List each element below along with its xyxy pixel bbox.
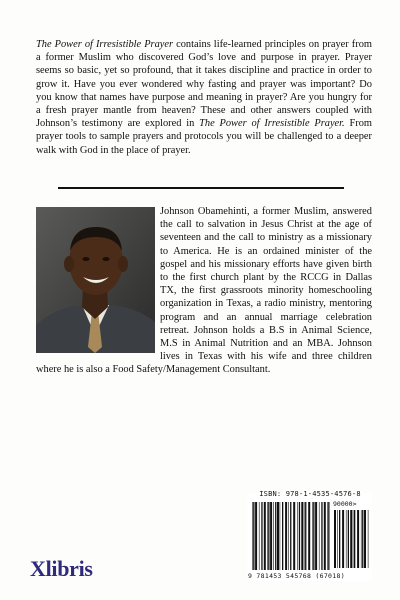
barcode-bar <box>259 502 260 570</box>
barcode-bar <box>313 502 314 570</box>
barcode-bar <box>346 510 347 568</box>
addon-number: 90000> <box>333 500 357 508</box>
barcode-bar <box>270 502 272 570</box>
barcode-bar <box>304 502 305 570</box>
barcode-bar <box>275 502 276 570</box>
barcode-image <box>252 502 330 570</box>
barcode-bar <box>328 502 329 570</box>
barcode-bar <box>285 502 287 570</box>
barcode-digits: 9 781453 545768 (67018) <box>248 572 345 580</box>
barcode-bar <box>354 510 355 568</box>
barcode-bar <box>324 502 326 570</box>
barcode-bar <box>301 502 303 570</box>
barcode-bar <box>261 502 262 570</box>
barcode-bar <box>312 502 313 570</box>
barcode-bar <box>350 510 352 568</box>
isbn-label: ISBN: 978-1-4535-4576-8 <box>259 490 361 498</box>
barcode-bar <box>353 510 354 568</box>
barcode-bar <box>348 510 349 568</box>
barcode-bar <box>282 502 283 570</box>
barcode-bar <box>334 510 336 568</box>
barcode-bar <box>319 502 320 570</box>
barcode-bar <box>357 510 359 568</box>
barcode-bar <box>299 502 300 570</box>
blurb-text-2: From prayer tools to sample prayers and protocols you will be challenged to a deeper walk with God in the place of prayer. <box>36 118 372 156</box>
barcode-bar <box>297 502 298 570</box>
barcode-bar <box>264 502 266 570</box>
barcode-bar <box>267 502 268 570</box>
barcode-bar <box>280 502 281 570</box>
barcode-bar <box>273 502 274 570</box>
barcode-bar <box>339 510 340 568</box>
blurb-text-1: contains life-learned principles on prayer from a former Muslim who discovered God’s love and purpose in prayer. Prayer seems so basic, yet so profound, that it takes discipline and practice in order to grow it. Have you ever wondered why fasting and prayer was important? Do you know that names have purpose and meaning in prayer? Are you hungry for a fresh prayer mantle from heaven? These and other answers coupled with Johnson’s testimony are explored in <box>36 39 372 130</box>
author-portrait-image <box>36 207 155 353</box>
barcode-bar <box>268 502 269 570</box>
publisher-logo: Xlibris <box>30 556 93 581</box>
barcode-bar <box>315 502 317 570</box>
barcode-bar <box>305 502 306 570</box>
barcode-bar <box>337 510 338 568</box>
barcode-bar <box>362 510 363 568</box>
barcode-bar <box>293 502 295 570</box>
barcode-bar <box>342 510 344 568</box>
barcode-bar <box>327 502 328 570</box>
barcode-bar <box>361 510 362 568</box>
barcode-bar <box>308 502 310 570</box>
book-title-italic: The Power of Irresistible Prayer <box>36 39 174 50</box>
barcode-bar <box>321 502 322 570</box>
barcode-bar <box>364 510 366 568</box>
author-bio-text: Johnson Obamehinti, a former Muslim, answered the call to salvation in Jesus Christ at the age of seventeen and the call to ministry as a missionary to America. He is an ordained minister of the gospel and his missionary efforts have given birth to the first church plant by the RCCG in Dallas TX, the first grassroots minority homeschooling organization in Texas, a radio ministry, mentoring program and an annual marriage celebration retreat. Johnson holds a B.S in Animal Science, M.S in Animal Nutrition and an MBA. Johnson lives in Texas with his wife and three children where he is also a Food Safety/Management Consultant. <box>36 206 372 376</box>
blurb-paragraph <box>36 38 372 157</box>
barcode-bar <box>290 502 291 570</box>
barcode-bar <box>288 502 289 570</box>
barcode-bar <box>252 502 253 570</box>
barcode-bar <box>255 502 257 570</box>
author-photo <box>36 207 155 353</box>
divider-rule <box>58 187 344 189</box>
barcode-bar <box>277 502 279 570</box>
addon-barcode-image <box>334 510 370 568</box>
barcode-bar <box>368 510 369 568</box>
book-title-italic-2: The Power of Irresistible Prayer. <box>199 118 345 130</box>
barcode-bar <box>253 502 254 570</box>
